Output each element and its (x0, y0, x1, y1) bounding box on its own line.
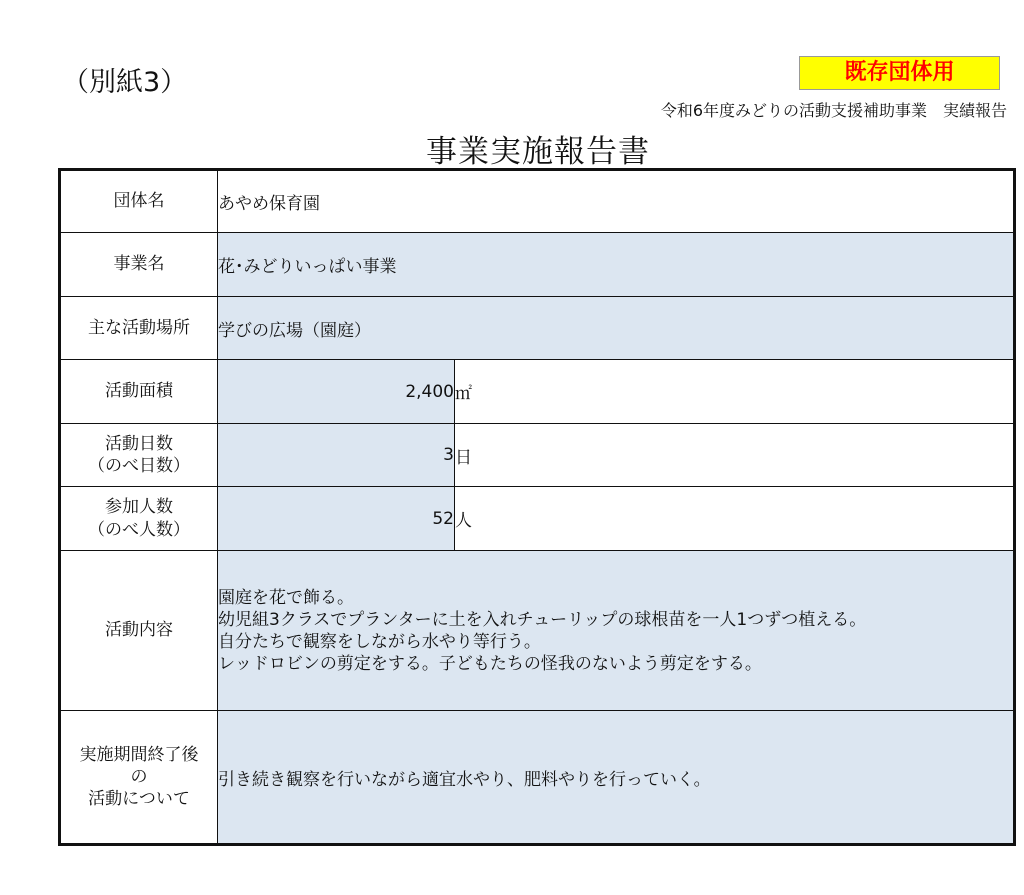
row-area (60, 360, 1015, 424)
org-field[interactable]: あやめ保育園 (218, 170, 1015, 233)
content-line: レッドロビンの剪定をする。子どもたちの怪我のないよう剪定をする。 (218, 653, 762, 674)
place-label: 主な活動場所 (60, 297, 218, 360)
days-label (60, 424, 218, 487)
row-days (60, 424, 1015, 487)
people-unit: 人 (455, 487, 1015, 551)
existing-group-badge: 既存団体用 (799, 56, 1000, 90)
people-label (60, 487, 218, 551)
row-content (60, 551, 1015, 711)
people-label-line1: 参加人数 (105, 497, 173, 518)
days-unit: 日 (455, 424, 1015, 487)
org-label: 団体名 (60, 170, 218, 233)
page-title: 事業実施報告書 (426, 134, 650, 170)
after-field[interactable]: 引き続き観察を行いながら適宜水やり、肥料やりを行っていく。 (218, 711, 1015, 845)
people-label-line2: （のべ人数） (88, 519, 190, 540)
after-label-line3: 活動について (88, 789, 190, 810)
area-label: 活動面積 (60, 360, 218, 424)
row-project (60, 233, 1015, 297)
row-place (60, 297, 1015, 360)
content-line: 自分たちで観察をしながら水やり等行う。 (218, 631, 541, 652)
project-field[interactable]: 花･みどりいっぱい事業 (218, 233, 1015, 297)
report-table (58, 168, 1016, 846)
after-label-line1: 実施期間終了後 (79, 744, 199, 765)
area-field[interactable]: 2,400 (218, 360, 455, 424)
people-field[interactable]: 52 (218, 487, 455, 551)
row-organization (60, 170, 1015, 233)
days-label-line2: （のべ日数） (88, 456, 190, 476)
attachment-label: （別紙3） (62, 67, 188, 98)
content-line: 幼児組3クラスでプランターに土を入れチューリップの球根苗を一人1つずつ植える。 (218, 609, 867, 630)
area-unit: ㎡ (455, 360, 1015, 424)
place-field[interactable]: 学びの広場（園庭） (218, 297, 1015, 360)
days-field[interactable]: 3 (218, 424, 455, 487)
content-label: 活動内容 (60, 551, 218, 711)
project-label: 事業名 (60, 233, 218, 297)
after-label (60, 711, 218, 845)
days-label-line1: 活動日数 (105, 433, 173, 454)
row-after-period (60, 711, 1015, 845)
after-label-line2: の (130, 766, 148, 787)
report-subtitle: 令和6年度みどりの活動支援補助事業 実績報告 (660, 101, 1007, 120)
row-people (60, 487, 1015, 551)
content-line: 園庭を花で飾る。 (218, 587, 354, 608)
content-field[interactable] (218, 551, 1015, 711)
